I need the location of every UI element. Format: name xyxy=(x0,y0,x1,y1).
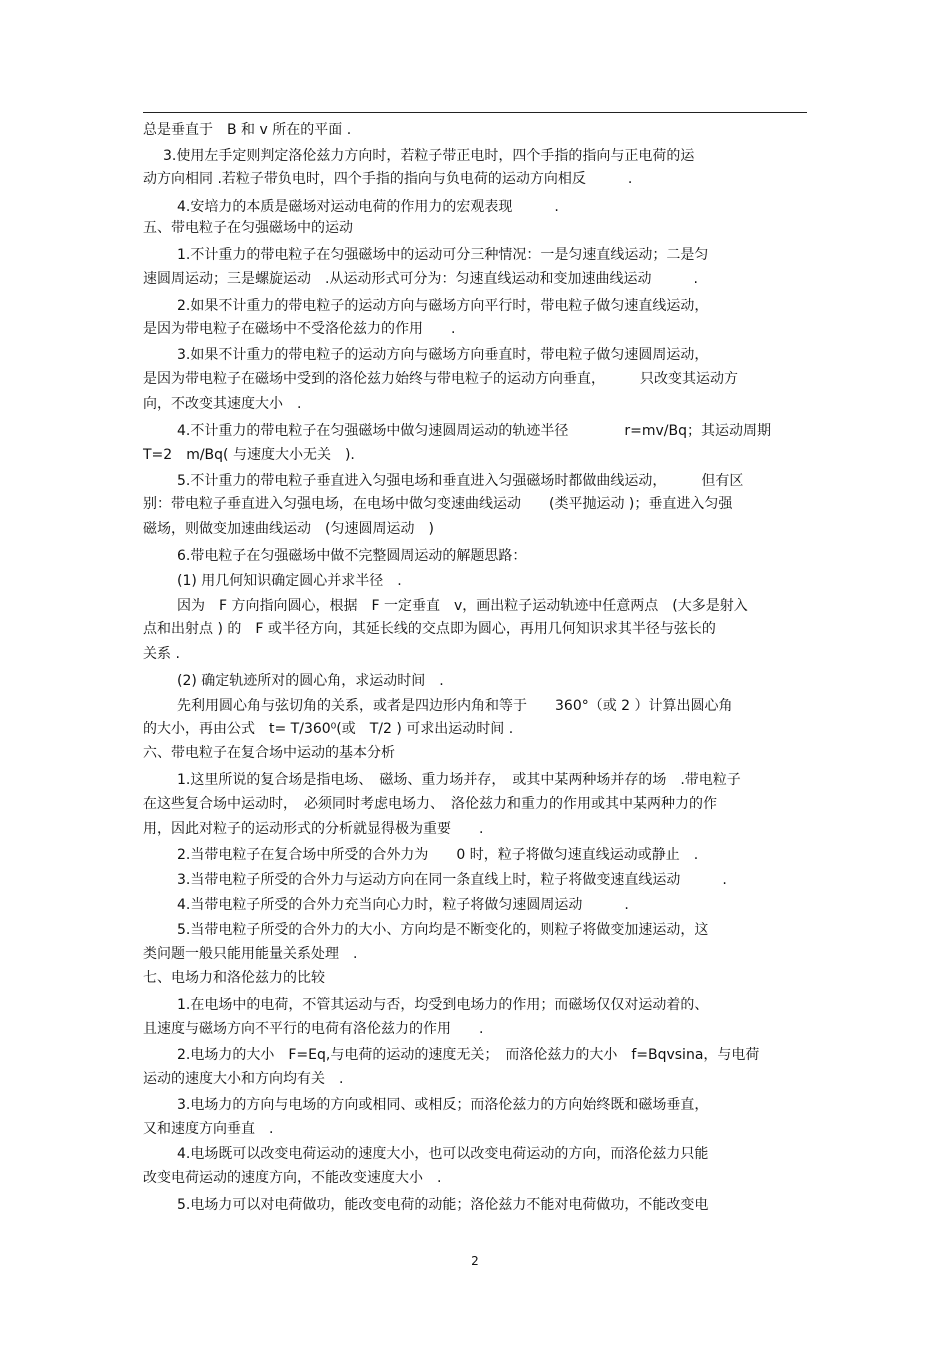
text-line: 2.电场力的大小 F=Eq,与电荷的运动的速度无关； 而洛伦兹力的大小 f=Bqvsina，与电荷 xyxy=(177,1047,760,1063)
text-line: 点和出射点 ) 的 F 或半径方向，其延长线的交点即为圆心，再用几何知识求其半径与弦长的 xyxy=(143,621,716,637)
text-line: 2.当带电粒子在复合场中所受的合外力为 0 时，粒子将做匀速直线运动或静止 . xyxy=(177,847,699,863)
text-line: T=2 m/Bq( 与速度大小无关 ). xyxy=(143,447,355,463)
text-line: 4.电场既可以改变电荷运动的速度大小，也可以改变电荷运动的方向，而洛伦兹力只能 xyxy=(177,1146,709,1162)
text-line: 是因为带电粒子在磁场中受到的洛伦兹力始终与带电粒子的运动方向垂直， 只改变其运动方 xyxy=(143,371,738,387)
text-line: 且速度与磁场方向不平行的电荷有洛伦兹力的作用 . xyxy=(143,1021,484,1037)
text-line: (1) 用几何知识确定圆心并求半径 . xyxy=(177,573,402,589)
text-line: 是因为带电粒子在磁场中不受洛伦兹力的作用 . xyxy=(143,321,456,337)
text-line: 磁场，则做变加速曲线运动 (匀速圆周运动 ) xyxy=(143,521,434,537)
text-line: 的大小，再由公式 t= T/360⁰(或 T/2 ) 可求出运动时间 . xyxy=(143,721,514,737)
text-line: 1.这里所说的复合场是指电场、 磁场、重力场并存， 或其中某两种场并存的场 .带电粒子 xyxy=(177,772,741,788)
section-heading: 六、带电粒子在复合场中运动的基本分析 xyxy=(143,745,395,761)
text-line: 总是垂直于 B 和 v 所在的平面 . xyxy=(143,122,352,138)
text-line: (2) 确定轨迹所对的圆心角，求运动时间 . xyxy=(177,673,444,689)
text-line: 5.不计重力的带电粒子垂直进入匀强电场和垂直进入匀强磁场时都做曲线运动， 但有区 xyxy=(177,473,744,489)
text-line: 因为 F 方向指向圆心，根据 F 一定垂直 v，画出粒子运动轨迹中任意两点 (大多是射入 xyxy=(177,598,748,614)
text-line: 类问题一般只能用能量关系处理 . xyxy=(143,946,358,962)
text-line: 3.如果不计重力的带电粒子的运动方向与磁场方向垂直时，带电粒子做匀速圆周运动， xyxy=(177,347,709,363)
text-line: 6.带电粒子在匀强磁场中做不完整圆周运动的解题思路： xyxy=(177,548,527,564)
text-line: 2.如果不计重力的带电粒子的运动方向与磁场方向平行时，带电粒子做匀速直线运动， xyxy=(177,298,709,314)
text-line: 向，不改变其速度大小 . xyxy=(143,396,302,412)
text-line: 5.当带电粒子所受的合外力的大小、方向均是不断变化的，则粒子将做变加速运动，这 xyxy=(177,922,709,938)
text-line: 1.在电场中的电荷，不管其运动与否，均受到电场力的作用；而磁场仅仅对运动着的、 xyxy=(177,997,709,1013)
text-line: 别：带电粒子垂直进入匀强电场，在电场中做匀变速曲线运动 (类平抛运动 )；垂直进入匀强 xyxy=(143,496,733,512)
text-line: 先利用圆心角与弦切角的关系，或者是四边形内角和等于 360°（或 2 ）计算出圆心角 xyxy=(177,698,733,714)
page-number: 2 xyxy=(471,1254,479,1268)
text-line: 动方向相同 .若粒子带负电时，四个手指的指向与负电荷的运动方向相反 . xyxy=(143,171,633,187)
text-line: 1.不计重力的带电粒子在匀强磁场中的运动可分三种情况：一是匀速直线运动；二是匀 xyxy=(177,247,709,263)
text-line: 运动的速度大小和方向均有关 . xyxy=(143,1071,344,1087)
text-line: 4.不计重力的带电粒子在匀强磁场中做匀速圆周运动的轨迹半径 r=mv/Bq；其运动周期 xyxy=(177,423,771,439)
text-line: 又和速度方向垂直 . xyxy=(143,1121,274,1137)
text-line: 3.使用左手定则判定洛伦兹力方向时，若粒子带正电时，四个手指的指向与正电荷的运 xyxy=(163,148,695,164)
text-line: 改变电荷运动的速度方向，不能改变速度大小 . xyxy=(143,1170,442,1186)
text-line: 在这些复合场中运动时， 必须同时考虑电场力、 洛伦兹力和重力的作用或其中某两种力的作 xyxy=(143,796,717,812)
text-line: 用，因此对粒子的运动形式的分析就显得极为重要 . xyxy=(143,821,484,837)
text-line: 5.电场力可以对电荷做功，能改变电荷的动能；洛伦兹力不能对电荷做功，不能改变电 xyxy=(177,1197,709,1213)
text-line: 关系 . xyxy=(143,646,180,662)
text-line: 4.安培力的本质是磁场对运动电荷的作用力的宏观表现 . xyxy=(177,199,559,215)
text-line: 速圆周运动；三是螺旋运动 .从运动形式可分为：匀速直线运动和变加速曲线运动 . xyxy=(143,271,698,287)
section-heading: 五、带电粒子在匀强磁场中的运动 xyxy=(143,220,353,236)
text-line: 3.当带电粒子所受的合外力与运动方向在同一条直线上时，粒子将做变速直线运动 . xyxy=(177,872,727,888)
section-heading: 七、电场力和洛伦兹力的比较 xyxy=(143,970,325,986)
text-line: 3.电场力的方向与电场的方向或相同、或相反；而洛伦兹力的方向始终既和磁场垂直， xyxy=(177,1097,709,1113)
text-line: 4.当带电粒子所受的合外力充当向心力时，粒子将做匀速圆周运动 . xyxy=(177,897,629,913)
header-rule xyxy=(143,112,807,113)
